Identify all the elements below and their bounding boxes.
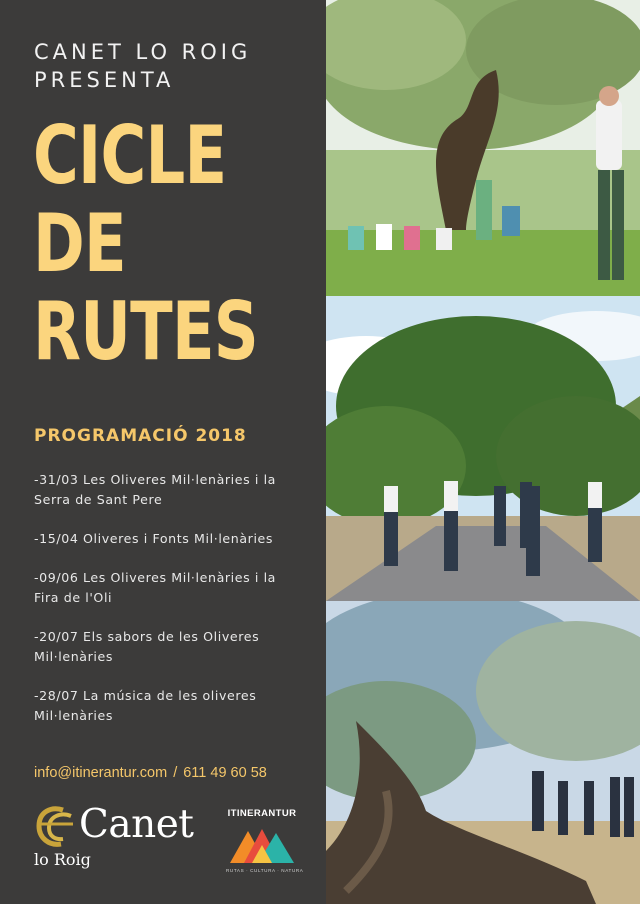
event-line-1: -31/03 Les Oliveres Mil·lenàries i la bbox=[34, 472, 276, 487]
presenter-heading bbox=[34, 38, 251, 94]
olive-tree-photo-illustration bbox=[326, 0, 640, 296]
canet-lo-roig-logo bbox=[33, 800, 203, 880]
hikers-road-photo-illustration bbox=[326, 296, 640, 601]
event-item bbox=[34, 470, 319, 510]
photo-olive-tree-group bbox=[326, 0, 640, 296]
presenter-line-1: CANET LO ROIG bbox=[34, 40, 252, 64]
event-line-1: -15/04 Oliveres i Fonts Mil·lenàries bbox=[34, 531, 274, 546]
photo-hikers-road bbox=[326, 296, 640, 601]
ancient-olive-photo-illustration bbox=[326, 601, 640, 904]
title-line-2: DE bbox=[33, 197, 126, 290]
canet-olive-emblem-icon bbox=[33, 804, 77, 852]
event-line-1: -20/07 Els sabors de les Oliveres bbox=[34, 629, 260, 644]
event-line-1: -28/07 La música de les oliveres bbox=[34, 688, 257, 703]
event-line-2: Mil·lenàries bbox=[34, 708, 113, 723]
itinerantur-name: ITINERANTUR bbox=[227, 808, 297, 819]
event-item bbox=[34, 529, 319, 549]
photo-ancient-olive-tree bbox=[326, 601, 640, 904]
title-line-1: CICLE bbox=[33, 109, 227, 202]
canet-wordmark: Canet bbox=[79, 802, 194, 847]
mountain-logo-icon bbox=[228, 823, 296, 865]
lo-roig-wordmark: lo Roig bbox=[34, 850, 91, 869]
title-line-3: RUTES bbox=[33, 285, 258, 378]
event-line-1: -09/06 Les Oliveres Mil·lenàries i la bbox=[34, 570, 276, 585]
event-list bbox=[34, 470, 319, 745]
phone-link[interactable]: 611 49 60 58 bbox=[183, 765, 267, 781]
event-line-2: Fira de l'Oli bbox=[34, 590, 113, 605]
itinerantur-logo bbox=[226, 808, 304, 888]
event-line-2: Mil·lenàries bbox=[34, 649, 113, 664]
event-line-2: Serra de Sant Pere bbox=[34, 492, 163, 507]
itinerantur-tagline: RUTAS · CULTURA · NATURA bbox=[226, 868, 304, 873]
contact-separator: / bbox=[173, 765, 178, 781]
email-link[interactable]: info@itinerantur.com bbox=[34, 765, 168, 781]
page-title bbox=[33, 109, 258, 378]
presenter-line-2: PRESENTA bbox=[34, 68, 175, 92]
programacio-heading: PROGRAMACIÓ 2018 bbox=[34, 426, 247, 446]
event-item bbox=[34, 686, 319, 726]
event-item bbox=[34, 627, 319, 667]
event-item bbox=[34, 568, 319, 608]
contact-line bbox=[34, 765, 267, 781]
